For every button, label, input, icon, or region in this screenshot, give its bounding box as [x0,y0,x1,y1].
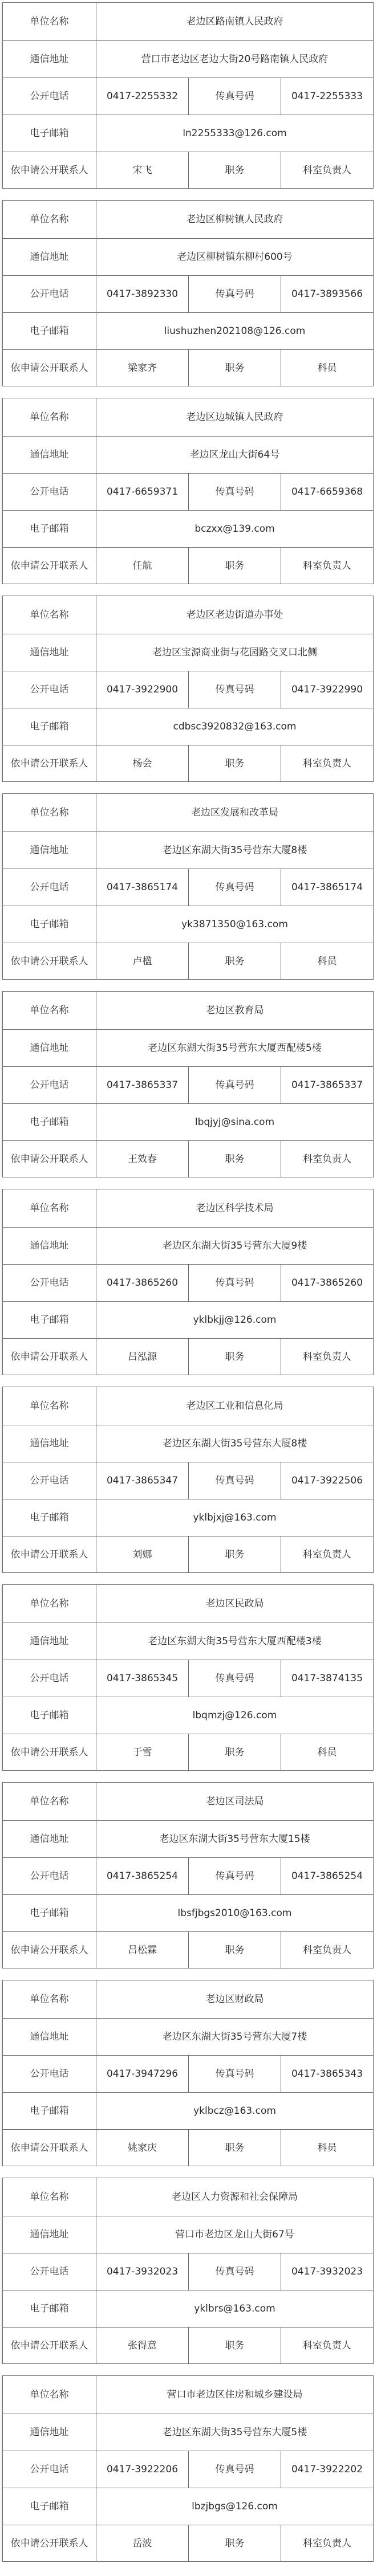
row-address [3,1227,373,1264]
unit-name-value: 营口市老边区住房和城乡建设局 [167,2389,303,2400]
unit-card [2,1584,374,1771]
row-contact [3,1338,373,1375]
row-contact [3,1536,373,1573]
fax-value: 0417-3865260 [291,1277,363,1289]
position-value: 科室负责人 [303,1154,351,1165]
row-email [3,510,373,547]
row-unit-name [3,3,373,40]
row-address [3,238,373,275]
email-label: 电子邮箱 [3,1895,96,1931]
row-email [3,2290,373,2327]
unit-name-label: 单位名称 [3,3,96,40]
email-value: lbsfjbgs2010@163.com [177,1907,292,1919]
contact-label: 依申请公开联系人 [3,2130,96,2166]
address-value: 老边区东湖大街35号营东大厦7楼 [162,2031,307,2043]
email-value: liushuzhen202108@126.com [164,325,306,337]
fax-value: 0417-3922506 [291,1475,363,1486]
fax-label: 传真号码 [189,1858,281,1894]
fax-label: 传真号码 [189,671,281,708]
unit-name-label: 单位名称 [3,398,96,436]
phone-label: 公开电话 [3,474,96,510]
email-label: 电子邮箱 [3,1499,96,1536]
position-value: 科员 [317,1747,337,1758]
row-address [3,832,373,869]
unit-name-value: 老边区柳树镇人民政府 [186,214,283,225]
phone-label: 公开电话 [3,1265,96,1301]
address-label: 通信地址 [3,2019,96,2055]
row-unit-name [3,2376,373,2414]
unit-card [2,596,374,782]
email-value: yklbrs@163.com [194,2303,275,2314]
post-label: 职务 [189,152,281,189]
position-value: 科室负责人 [303,2538,351,2549]
address-value: 老边区东湖大街35号营东大厦西配楼5楼 [148,1042,322,1054]
phone-value: 0417-3865260 [96,1265,189,1301]
unit-name-value: 老边区人力资源和社会保障局 [172,2191,298,2203]
post-label: 职务 [189,2130,281,2166]
fax-value: 0417-3922990 [291,684,363,695]
address-value: 老边区柳树镇东柳村600号 [177,251,293,263]
fax-label: 传真号码 [189,1462,281,1499]
row-contact [3,943,373,980]
row-phone [3,1264,373,1301]
fax-label: 传真号码 [189,2253,281,2290]
row-address [3,2414,373,2451]
address-label: 通信地址 [3,1425,96,1462]
position-value: 科室负责人 [303,758,351,769]
phone-value: 0417-3865174 [96,869,189,906]
post-label: 职务 [189,745,281,782]
contact-value: 杨会 [96,745,189,782]
unit-name-label: 单位名称 [3,2178,96,2216]
address-value: 老边区东湖大街35号营东大厦西配楼3楼 [148,1636,322,1647]
unit-card [2,1189,374,1375]
phone-label: 公开电话 [3,78,96,115]
unit-name-label: 单位名称 [3,794,96,832]
address-value: 老边区东湖大街35号营东大厦8楼 [162,1438,307,1449]
email-label: 电子邮箱 [3,2488,96,2525]
address-label: 通信地址 [3,1030,96,1066]
contact-label: 依申请公开联系人 [3,350,96,386]
phone-value: 0417-3892330 [96,276,189,312]
address-label: 通信地址 [3,2216,96,2253]
fax-value: 0417-2255333 [291,91,363,102]
row-phone [3,473,373,510]
row-address [3,2018,373,2055]
unit-name-label: 单位名称 [3,1387,96,1425]
fax-label: 传真号码 [189,78,281,115]
fax-label: 传真号码 [189,2451,281,2488]
unit-name-value: 老边区发展和改革局 [191,807,278,818]
contact-value: 卢楹 [96,943,189,980]
fax-value: 0417-6659368 [291,486,363,498]
fax-label: 传真号码 [189,2056,281,2092]
unit-name-value: 老边区老边街道办事处 [186,609,283,621]
row-contact [3,2525,373,2562]
position-value: 科员 [317,2142,337,2154]
email-label: 电子邮箱 [3,1302,96,1338]
row-email [3,906,373,943]
address-label: 通信地址 [3,1821,96,1857]
email-label: 电子邮箱 [3,1104,96,1140]
position-value: 科室负责人 [303,1945,351,1956]
fax-value: 0417-3932023 [291,2266,363,2277]
row-email [3,115,373,152]
address-value: 老边区宝源商业街与花园路交叉口北侧 [152,647,317,658]
contact-label: 依申请公开联系人 [3,943,96,980]
email-label: 电子邮箱 [3,313,96,349]
fax-value: 0417-3874135 [291,1673,363,1684]
unit-card [2,2,374,189]
row-phone [3,2253,373,2290]
position-value: 科室负责人 [303,165,351,176]
unit-name-value: 老边区工业和信息化局 [186,1400,283,1412]
row-phone [3,2055,373,2092]
unit-name-value: 老边区科学技术局 [196,1203,274,1214]
contact-label: 依申请公开联系人 [3,152,96,189]
row-address [3,1425,373,1462]
contact-value: 宋飞 [96,152,189,189]
contact-label: 依申请公开联系人 [3,1339,96,1375]
address-value: 老边区龙山大街64号 [189,449,280,460]
row-contact [3,2129,373,2166]
email-value: yklbcz@163.com [193,2105,276,2117]
address-value: 营口市老边区老边大街20号路南镇人民政府 [141,54,329,65]
address-label: 通信地址 [3,437,96,473]
unit-card [2,398,374,584]
address-label: 通信地址 [3,832,96,869]
phone-label: 公开电话 [3,1660,96,1697]
contact-value: 王效春 [96,1141,189,1177]
post-label: 职务 [189,1932,281,1968]
phone-label: 公开电话 [3,2253,96,2290]
fax-value: 0417-3865343 [291,2068,363,2080]
row-address [3,1623,373,1660]
unit-name-label: 单位名称 [3,2376,96,2414]
fax-value: 0417-3865174 [291,882,363,893]
row-unit-name [3,992,373,1029]
contact-label: 依申请公开联系人 [3,1141,96,1177]
row-email [3,1697,373,1734]
row-unit-name [3,1189,373,1227]
post-label: 职务 [189,2328,281,2364]
contact-value: 张得意 [96,2328,189,2364]
unit-name-value: 老边区财政局 [205,1994,264,2005]
contact-label: 依申请公开联系人 [3,548,96,584]
unit-name-label: 单位名称 [3,596,96,634]
contact-value: 姚家庆 [96,2130,189,2166]
row-unit-name [3,794,373,832]
email-label: 电子邮箱 [3,1697,96,1734]
unit-name-value: 老边区民政局 [205,1598,264,1609]
contact-value: 岳波 [96,2525,189,2562]
row-unit-name [3,1585,373,1623]
post-label: 职务 [189,943,281,980]
row-address [3,634,373,671]
phone-value: 0417-3932023 [96,2253,189,2290]
contact-value: 梁家齐 [96,350,189,386]
fax-value: 0417-3922202 [291,2464,363,2475]
address-value: 老边区东湖大街35号营东大厦8楼 [162,845,307,856]
position-value: 科室负责人 [303,2340,351,2351]
address-value: 老边区东湖大街35号营东大厦15楼 [159,1833,310,1845]
unit-card [2,991,374,1177]
row-email [3,312,373,349]
row-phone [3,1857,373,1894]
phone-label: 公开电话 [3,1462,96,1499]
fax-value: 0417-3865254 [291,1870,363,1882]
position-value: 科室负责人 [303,560,351,572]
row-email [3,708,373,745]
row-phone [3,1462,373,1499]
address-label: 通信地址 [3,1623,96,1660]
phone-value: 0417-3865347 [96,1462,189,1499]
row-address [3,40,373,78]
row-address [3,436,373,473]
phone-label: 公开电话 [3,869,96,906]
fax-value: 0417-3865337 [291,1079,363,1091]
row-contact [3,745,373,782]
row-phone [3,78,373,115]
unit-card [2,2178,374,2364]
phone-value: 0417-3922206 [96,2451,189,2488]
post-label: 职务 [189,2525,281,2562]
address-label: 通信地址 [3,41,96,78]
unit-card [2,793,374,980]
contact-value: 任航 [96,548,189,584]
phone-value: 0417-3865337 [96,1067,189,1103]
row-email [3,2092,373,2129]
unit-name-value: 老边区边城镇人民政府 [186,411,283,423]
row-contact [3,2327,373,2364]
address-label: 通信地址 [3,634,96,671]
row-contact [3,547,373,584]
phone-label: 公开电话 [3,1067,96,1103]
unit-name-value: 老边区司法局 [205,1796,264,1807]
row-contact [3,152,373,189]
row-contact [3,1931,373,1968]
phone-label: 公开电话 [3,276,96,312]
phone-value: 0417-3947296 [96,2056,189,2092]
phone-value: 0417-3865254 [96,1858,189,1894]
fax-label: 传真号码 [189,1067,281,1103]
fax-label: 传真号码 [189,276,281,312]
email-label: 电子邮箱 [3,2290,96,2327]
unit-card [2,200,374,386]
row-unit-name [3,398,373,436]
phone-label: 公开电话 [3,1858,96,1894]
row-phone [3,1660,373,1697]
row-unit-name [3,1980,373,2018]
unit-card [2,1387,374,1573]
position-value: 科室负责人 [303,1549,351,1560]
unit-name-label: 单位名称 [3,1783,96,1820]
row-unit-name [3,596,373,634]
contact-label: 依申请公开联系人 [3,2525,96,2562]
row-address [3,2216,373,2253]
row-address [3,1820,373,1857]
row-contact [3,1140,373,1177]
position-value: 科室负责人 [303,1351,351,1363]
email-label: 电子邮箱 [3,708,96,745]
phone-value: 0417-6659371 [96,474,189,510]
address-value: 老边区东湖大街35号营东大厦5楼 [162,2427,307,2438]
row-unit-name [3,201,373,238]
phone-label: 公开电话 [3,2056,96,2092]
contact-label: 依申请公开联系人 [3,745,96,782]
email-value: cdbsc3920832@163.com [173,721,297,732]
contact-value: 刘娜 [96,1536,189,1573]
post-label: 职务 [189,548,281,584]
row-unit-name [3,1783,373,1820]
post-label: 职务 [189,1734,281,1771]
position-value: 科员 [317,956,337,967]
fax-label: 传真号码 [189,1265,281,1301]
post-label: 职务 [189,1141,281,1177]
email-label: 电子邮箱 [3,2093,96,2129]
phone-value: 0417-3922900 [96,671,189,708]
row-phone [3,671,373,708]
post-label: 职务 [189,1536,281,1573]
row-phone [3,275,373,312]
unit-name-label: 单位名称 [3,201,96,238]
row-phone [3,1066,373,1103]
email-value: yklbkjj@126.com [193,1314,277,1326]
email-value: yklbjxj@163.com [193,1512,277,1523]
row-email [3,1301,373,1338]
address-value: 老边区东湖大街35号营东大厦9楼 [162,1240,307,1252]
email-value: lbzjbgs@126.com [192,2501,278,2512]
phone-value: 0417-2255332 [96,78,189,115]
row-phone [3,2451,373,2488]
email-label: 电子邮箱 [3,906,96,943]
unit-card [2,1782,374,1968]
post-label: 职务 [189,350,281,386]
row-unit-name [3,2178,373,2216]
address-label: 通信地址 [3,2414,96,2451]
contact-label: 依申请公开联系人 [3,1932,96,1968]
row-email [3,1103,373,1140]
email-value: yk3871350@163.com [181,919,288,930]
email-value: ln2255333@126.com [183,128,287,139]
row-email [3,1499,373,1536]
unit-card [2,1980,374,2166]
unit-card [2,2375,374,2562]
post-label: 职务 [189,1339,281,1375]
contact-label: 依申请公开联系人 [3,1536,96,1573]
email-label: 电子邮箱 [3,115,96,152]
fax-label: 传真号码 [189,1660,281,1697]
unit-name-value: 老边区路南镇人民政府 [186,16,283,27]
email-label: 电子邮箱 [3,511,96,547]
fax-label: 传真号码 [189,869,281,906]
fax-value: 0417-3893566 [291,288,363,300]
fax-label: 传真号码 [189,474,281,510]
email-value: lbqmzj@126.com [192,1710,277,1721]
address-label: 通信地址 [3,1228,96,1264]
address-label: 通信地址 [3,239,96,275]
row-contact [3,1734,373,1771]
row-phone [3,869,373,906]
row-contact [3,349,373,386]
contact-value: 吕泓源 [96,1339,189,1375]
contact-label: 依申请公开联系人 [3,1734,96,1771]
row-email [3,2488,373,2525]
unit-name-label: 单位名称 [3,992,96,1029]
row-address [3,1029,373,1066]
email-value: bczxx@139.com [194,523,275,535]
contact-value: 吕松霖 [96,1932,189,1968]
row-email [3,1894,373,1931]
phone-value: 0417-3865345 [96,1660,189,1697]
contact-label: 依申请公开联系人 [3,2328,96,2364]
unit-name-label: 单位名称 [3,1189,96,1227]
unit-name-label: 单位名称 [3,1980,96,2018]
phone-label: 公开电话 [3,671,96,708]
phone-label: 公开电话 [3,2451,96,2488]
unit-name-label: 单位名称 [3,1585,96,1623]
unit-name-value: 老边区教育局 [205,1005,264,1016]
email-value: lbqjyj@sina.com [194,1116,275,1128]
position-value: 科员 [317,362,337,374]
row-unit-name [3,1387,373,1425]
address-value: 营口市老边区龙山大街67号 [175,2229,294,2240]
contact-value: 于雪 [96,1734,189,1771]
